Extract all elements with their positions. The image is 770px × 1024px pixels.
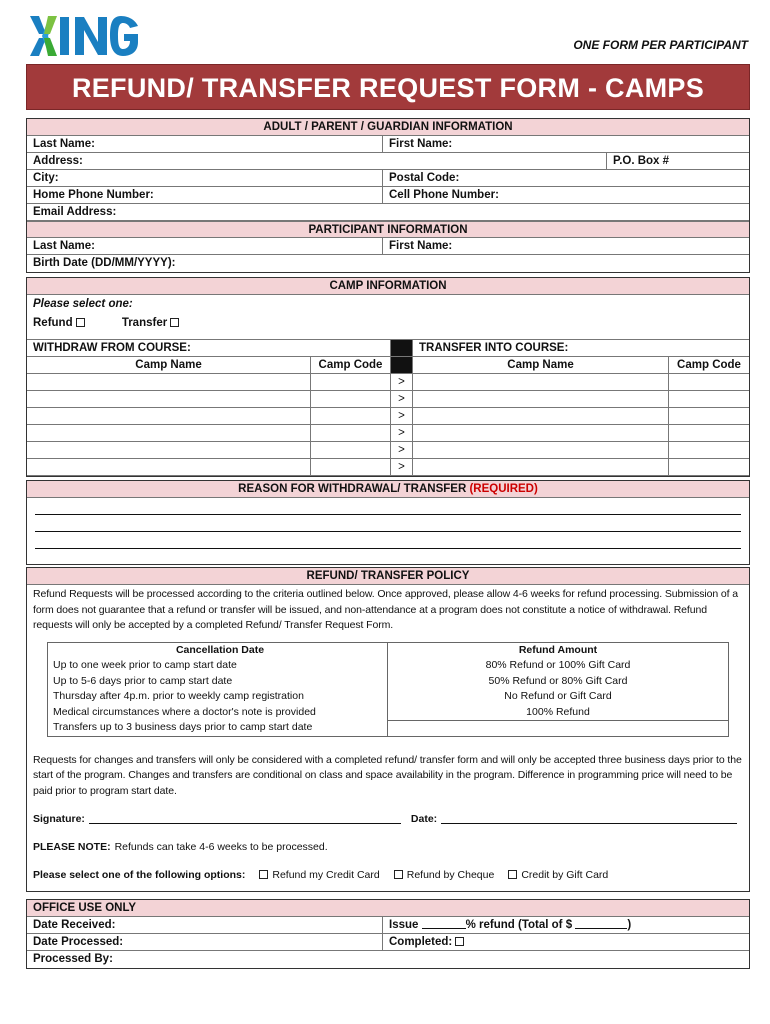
withdraw-camp-name-input[interactable] [27, 408, 311, 425]
withdraw-camp-name-input[interactable] [27, 459, 311, 476]
participant-header: PARTICIPANT INFORMATION [27, 221, 749, 238]
withdraw-course-row [27, 408, 390, 425]
transfer-camp-name-input[interactable] [413, 425, 669, 442]
withdraw-camp-name-input[interactable] [27, 391, 311, 408]
refund-amount-cell [388, 720, 728, 736]
reason-header [27, 481, 749, 498]
transfer-camp-name-input[interactable] [413, 391, 669, 408]
transfer-camp-code-input[interactable] [669, 391, 749, 408]
phone-row [27, 187, 749, 204]
reason-section [26, 480, 750, 565]
please-note-row [27, 841, 749, 853]
office-row-3 [27, 951, 749, 968]
select-prompt: Please select one: [33, 298, 133, 310]
refund-amount-cell: 80% Refund or 100% Gift Card [485, 659, 631, 671]
withdraw-camp-code-input[interactable] [311, 425, 390, 442]
guardian-first-name-field[interactable]: First Name: [389, 138, 453, 150]
cell-phone-field[interactable]: Cell Phone Number: [389, 189, 499, 201]
withdraw-camp-name-input[interactable] [27, 374, 311, 391]
withdraw-course-row [27, 459, 390, 476]
withdraw-camp-code-input[interactable] [311, 374, 390, 391]
refund-schedule-row [48, 705, 728, 721]
option-gift-card[interactable] [508, 869, 608, 881]
gift-card-label: Credit by Gift Card [521, 869, 609, 881]
cancellation-date-cell: Up to one week prior to camp start date [48, 658, 388, 674]
refund-option[interactable] [33, 317, 85, 329]
transfer-course-row [413, 442, 749, 459]
transfer-camp-name-input[interactable] [413, 442, 669, 459]
camp-header: CAMP INFORMATION [27, 278, 749, 295]
reason-line[interactable] [35, 498, 741, 515]
postal-code-field[interactable]: Postal Code: [389, 172, 460, 184]
transfer-policy-note: Requests for changes and transfers will only be considered with a completed refund/ transfer form and will only be accepted three business days prior to the start of the program. Changes and transfers are conditional on class and space availability in the program. Difference in programming price will need to be paid prior to program start date. [33, 753, 742, 797]
date-label: Date: [410, 813, 438, 825]
refund-amount-cell: 50% Refund or 80% Gift Card [488, 674, 628, 687]
transfer-into-label: TRANSFER INTO COURSE: [413, 340, 749, 357]
withdraw-course-row [27, 391, 390, 408]
date-field[interactable] [441, 813, 737, 824]
withdraw-label: WITHDRAW FROM COURSE: [27, 340, 390, 357]
transfer-camp-name-header: Camp Name [413, 357, 669, 374]
withdraw-camp-name-input[interactable] [27, 425, 311, 442]
options-label: Please select one of the following options: [33, 869, 246, 881]
withdraw-course-row [27, 374, 390, 391]
option-cheque[interactable] [394, 869, 495, 881]
issue-percent-line[interactable] [422, 918, 466, 929]
refund-schedule-row [48, 658, 728, 674]
transfer-label: Transfer [121, 317, 168, 329]
email-field[interactable]: Email Address: [33, 206, 117, 218]
transfer-column [413, 340, 749, 476]
issue-prefix: Issue [389, 919, 419, 931]
issue-mid: % refund (Total of $ [465, 919, 573, 931]
withdraw-camp-code-input[interactable] [311, 459, 390, 476]
address-row [27, 153, 749, 170]
arrow-header-block [391, 357, 412, 374]
transfer-course-row [413, 425, 749, 442]
signature-field[interactable] [89, 813, 401, 824]
transfer-camp-name-input[interactable] [413, 408, 669, 425]
arrow-column [391, 340, 413, 476]
transfer-course-row [413, 408, 749, 425]
participant-last-name-field[interactable]: Last Name: [27, 238, 383, 254]
date-processed-field[interactable]: Date Processed: [27, 934, 383, 950]
birth-date-row [27, 255, 749, 272]
transfer-camp-code-header: Camp Code [669, 357, 749, 374]
transfer-arrow: > [391, 442, 412, 459]
policy-intro: Refund Requests will be processed according to the criteria outlined below. Once approved, please allow 4-6 weeks for refund processing. Submission of a form does not guarantee that a refund or transfer will be issued, and non-attendance at a program does not constitute a notice of withdrawal. Refund requests will only be accepted by a completed Refund/ Transfer Request Form. [33, 588, 739, 631]
transfer-course-row [413, 374, 749, 391]
course-grid [27, 340, 749, 476]
withdraw-camp-code-input[interactable] [311, 391, 390, 408]
cheque-checkbox[interactable] [394, 870, 403, 879]
guardian-header: ADULT / PARENT / GUARDIAN INFORMATION [27, 119, 749, 136]
cancellation-date-cell: Thursday after 4p.m. prior to weekly camp registration [48, 689, 388, 705]
withdraw-camp-name-input[interactable] [27, 442, 311, 459]
office-header: OFFICE USE ONLY [27, 900, 749, 917]
transfer-arrow: > [391, 391, 412, 408]
refund-schedule-table [47, 642, 729, 737]
completed-field[interactable] [383, 934, 749, 950]
issue-suffix: ) [627, 919, 632, 931]
withdraw-header-row [27, 357, 390, 374]
option-credit-card[interactable] [259, 869, 379, 881]
cancellation-date-cell: Medical circumstances where a doctor's note is provided [48, 705, 388, 721]
transfer-camp-name-input[interactable] [413, 459, 669, 476]
transfer-course-row [413, 391, 749, 408]
transfer-arrow: > [391, 408, 412, 425]
transfer-course-row [413, 459, 749, 476]
office-section [26, 899, 750, 969]
processed-by-field[interactable]: Processed By: [33, 953, 113, 965]
transfer-header-row [413, 357, 749, 374]
guardian-name-row [27, 136, 749, 153]
cancellation-date-header: Cancellation Date [48, 643, 388, 659]
camp-section [26, 277, 750, 477]
refund-schedule-header [48, 643, 728, 659]
office-row-2 [27, 934, 749, 951]
participant-first-name-field[interactable]: First Name: [389, 240, 453, 252]
guardian-participant-section [26, 118, 750, 273]
transfer-camp-code-input[interactable] [669, 374, 749, 391]
guardian-last-name-field[interactable]: Last Name: [27, 136, 383, 152]
transfer-camp-code-input[interactable] [669, 408, 749, 425]
king-logo [30, 14, 140, 58]
please-note-text: Refunds can take 4-6 weeks to be processed. [114, 841, 328, 853]
transfer-arrow: > [391, 374, 412, 391]
signature-label: Signature: [33, 813, 85, 825]
transfer-arrow: > [391, 425, 412, 442]
withdraw-camp-code-input[interactable] [311, 408, 390, 425]
gift-card-checkbox[interactable] [508, 870, 517, 879]
transfer-camp-name-input[interactable] [413, 374, 669, 391]
one-form-notice: ONE FORM PER PARTICIPANT [573, 38, 748, 52]
withdraw-camp-code-input[interactable] [311, 442, 390, 459]
selection-area [27, 295, 749, 340]
po-box-field[interactable]: P.O. Box # [613, 155, 670, 167]
birth-date-field[interactable]: Birth Date (DD/MM/YYYY): [33, 257, 176, 269]
reason-line[interactable] [35, 515, 741, 532]
transfer-checkbox[interactable] [170, 318, 179, 327]
credit-card-checkbox[interactable] [259, 870, 268, 879]
city-row [27, 170, 749, 187]
arrow-header-block [391, 340, 412, 357]
refund-schedule-row [48, 689, 728, 705]
office-row-1 [27, 917, 749, 934]
reason-header-text: REASON FOR WITHDRAWAL/ TRANSFER [238, 483, 467, 495]
cancellation-date-cell: Transfers up to 3 business days prior to camp start date [48, 720, 388, 736]
transfer-camp-code-input[interactable] [669, 442, 749, 459]
cancellation-date-cell: Up to 5-6 days prior to camp start date [48, 674, 388, 690]
withdraw-course-row [27, 425, 390, 442]
required-tag: (REQUIRED) [469, 483, 538, 495]
options-row [27, 869, 749, 881]
refund-amount-header: Refund Amount [518, 643, 598, 656]
policy-header: REFUND/ TRANSFER POLICY [27, 568, 749, 585]
policy-section [26, 567, 750, 892]
form-title: REFUND/ TRANSFER REQUEST FORM - CAMPS [26, 64, 750, 110]
refund-amount-cell: 100% Refund [526, 705, 590, 718]
withdraw-camp-code-header: Camp Code [311, 357, 390, 374]
refund-schedule-row [48, 674, 728, 690]
city-field[interactable]: City: [27, 170, 383, 186]
cheque-label: Refund by Cheque [406, 869, 495, 881]
signature-row [27, 813, 749, 825]
completed-label: Completed: [389, 936, 453, 948]
issue-refund-field[interactable] [383, 917, 749, 933]
withdraw-column [27, 340, 391, 476]
please-note-label: PLEASE NOTE: [33, 841, 111, 853]
participant-name-row [27, 238, 749, 255]
reason-line[interactable] [35, 532, 741, 549]
home-phone-field[interactable]: Home Phone Number: [27, 187, 383, 203]
refund-amount-cell: No Refund or Gift Card [504, 690, 612, 702]
address-field[interactable]: Address: [27, 153, 607, 169]
refund-label: Refund [33, 317, 73, 329]
withdraw-course-row [27, 442, 390, 459]
transfer-arrow: > [391, 459, 412, 476]
withdraw-camp-name-header: Camp Name [27, 357, 311, 374]
completed-checkbox[interactable] [455, 937, 464, 946]
transfer-option[interactable] [122, 317, 179, 329]
transfer-camp-code-input[interactable] [669, 459, 749, 476]
refund-checkbox[interactable] [76, 318, 85, 327]
issue-total-line[interactable] [575, 918, 627, 929]
transfer-camp-code-input[interactable] [669, 425, 749, 442]
email-row [27, 204, 749, 221]
credit-card-label: Refund my Credit Card [272, 869, 380, 881]
refund-schedule-row [48, 720, 728, 736]
date-received-field[interactable]: Date Received: [27, 917, 383, 933]
